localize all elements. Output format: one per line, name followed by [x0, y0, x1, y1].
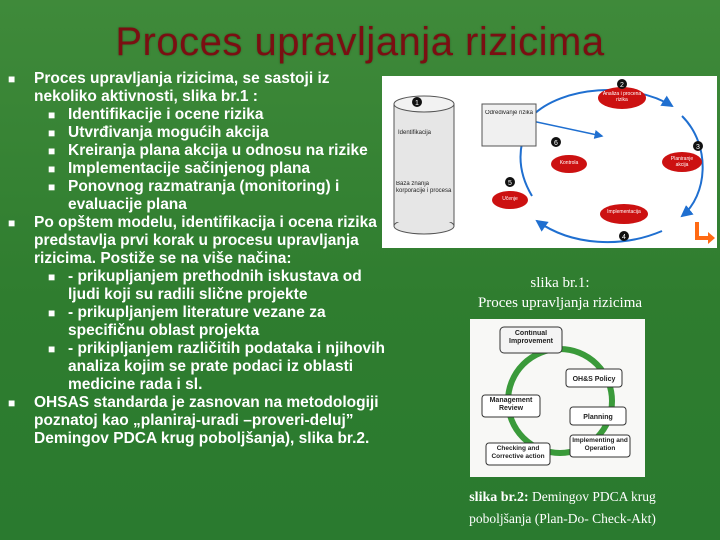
bullet-list [4, 70, 394, 448]
bullet-marker-icon: ■ [48, 162, 56, 176]
sub-bullet-item [4, 160, 394, 178]
bullet-item [4, 214, 394, 268]
svg-text:1: 1 [415, 100, 419, 107]
svg-text:2: 2 [620, 82, 624, 89]
sub-bullet-text: Ponovnog razmatranja (monitoring) i evaluacije plana [68, 178, 340, 213]
bullet-item [4, 70, 394, 106]
sub-bullet-item [4, 124, 394, 142]
risk-process-svg: Identifikacija Baza znanja korporacije i procesa Odredivanje rizika Analiza i procena rizika Planiranje akcija Implementacija Kontrola Učenje 1 2 3 4 5 6 [382, 76, 717, 248]
bullet-marker-icon: ■ [48, 306, 56, 320]
caption-2-bold: slika br.2: [469, 490, 529, 505]
pdca-diagram [470, 319, 645, 477]
caption-figure-2 [420, 486, 705, 529]
bullet-marker-icon: ■ [8, 396, 16, 410]
cycle-arrow [532, 121, 602, 136]
slide-title: Proces upravljanja rizicima [115, 20, 605, 64]
sub-bullet-text: - prikupljanjem literature vezane za specifičnu oblast projekta [68, 304, 326, 339]
sub-bullet-text: Utvrđivanja mogućih akcija [68, 124, 269, 141]
sub-bullet-item [4, 142, 394, 160]
risk-box-label: Odredivanje rizika [484, 110, 534, 116]
bullet-text: OHSAS standarda je zasnovan na metodologiji poznatoj kao „planiraj-uradi –proveri-deluj” Demingov PDCA krug poboljšanja), slika br.2. [34, 394, 379, 447]
sub-bullet-text: Identifikacije i ocene rizika [68, 106, 264, 123]
svg-text:OH&S Policy: OH&S Policy [572, 376, 616, 383]
db-label: Baza znanja korporacije i procesa [396, 181, 452, 194]
caption-1-line-2: Proces upravljanja rizicima [477, 295, 643, 311]
bullet-item [4, 394, 394, 448]
bullet-marker-icon: ■ [48, 144, 56, 158]
db-top-label: Identifikacija [398, 130, 432, 136]
sub-bullet-item [4, 268, 394, 304]
sub-bullet-text: - prikupljanjem prethodnih iskustava od ljudi koji su radili slične projekte [68, 268, 362, 303]
svg-text:3: 3 [696, 144, 700, 151]
bullet-marker-icon: ■ [8, 72, 16, 86]
bullet-marker-icon: ■ [8, 216, 16, 230]
caption-2-line-2: poboljšanja (Plan-Do- Check-Akt) [469, 511, 656, 526]
svg-text:5: 5 [508, 180, 512, 187]
svg-text:Planning: Planning [583, 414, 613, 421]
cycle-arrow [537, 221, 662, 242]
bullet-marker-icon: ■ [48, 270, 56, 284]
svg-text:6: 6 [554, 140, 558, 147]
caption-2-rest: Demingov PDCA krug [532, 489, 656, 504]
sub-bullet-text: Implementacije sačinjenog plana [68, 160, 311, 177]
sub-bullet-item [4, 340, 394, 394]
svg-text:4: 4 [622, 234, 626, 241]
sub-bullet-item [4, 304, 394, 340]
bullet-text: Po opštem modelu, identifikacija i ocena rizika predstavlja prvi korak u procesu upravljanja rizicima. Postiže se na više načina: [34, 214, 377, 267]
caption-1-line-1: slika br.1: [530, 275, 590, 291]
bullet-text: Proces upravljanja rizicima, se sastoji iz nekoliko aktivnosti, slika br.1 : [34, 70, 330, 105]
risk-process-diagram [382, 76, 717, 248]
bullet-marker-icon: ■ [48, 180, 56, 194]
sub-bullet-item [4, 178, 394, 214]
sub-bullet-item [4, 106, 394, 124]
bullet-marker-icon: ■ [48, 108, 56, 122]
bullet-marker-icon: ■ [48, 342, 56, 356]
pdca-svg: Continual Improvement OH&S Policy Management Review Planning Implementing and Operation Checking and Corrective action [470, 319, 645, 477]
caption-figure-1 [420, 273, 700, 313]
sub-bullet-text: - prikipljanjem različitih podataka i njihovih analiza kojim se prate podaci iz oblasti medicine rada i sl. [68, 340, 385, 393]
sub-bullet-text: Kreiranja plana akcija u odnosu na rizike [68, 142, 368, 159]
bullet-marker-icon: ■ [48, 126, 56, 140]
